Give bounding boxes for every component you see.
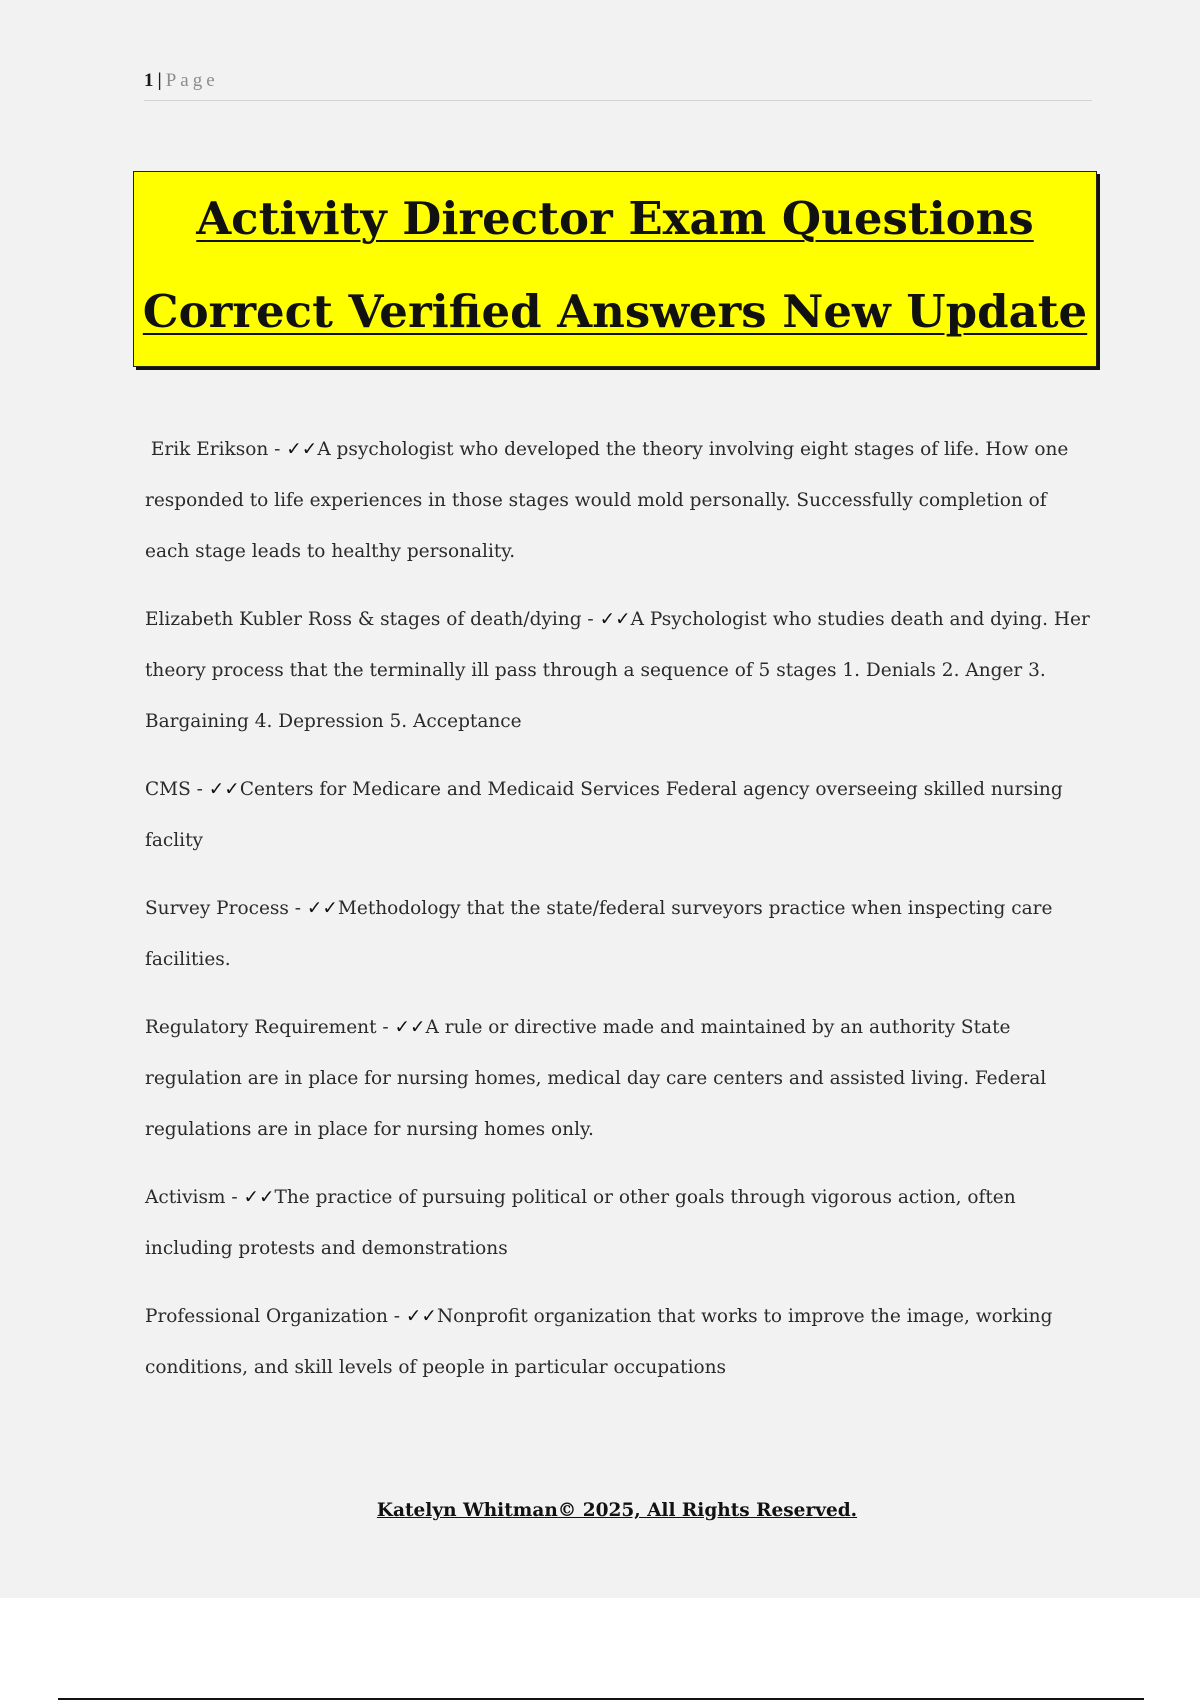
double-check-icon: ✓✓ [243, 1187, 275, 1208]
double-check-icon: ✓✓ [405, 1306, 437, 1327]
entry-definition: A psychologist who developed the theory involving eight stages of life. How one responded to life experiences in those stages would mold personally. Successfully completion of each stage leads to healthy personality. [145, 439, 1069, 562]
page-header-separator: | [157, 70, 162, 91]
title-line-2: Correct Verified Answers New Update [142, 285, 1088, 338]
qa-entry-professional-organization [145, 1291, 1095, 1393]
entry-definition: Centers for Medicare and Medicaid Services Federal agency overseeing skilled nursing faclity [145, 779, 1063, 851]
qa-entry-cms [145, 764, 1095, 866]
title-line-1: Activity Director Exam Questions [196, 192, 1034, 245]
title-box [133, 171, 1097, 367]
entry-term: Activism - [145, 1187, 244, 1208]
double-check-icon: ✓✓ [599, 609, 631, 630]
qa-entry-regulatory-requirement [145, 1002, 1095, 1155]
entry-term: CMS - [145, 779, 209, 800]
entry-definition: The practice of pursuing political or other goals through vigorous action, often including protests and demonstrations [145, 1187, 1016, 1259]
qa-entry-survey-process [145, 883, 1095, 985]
entry-definition: Nonprofit organization that works to improve the image, working conditions, and skill levels of people in particular occupations [145, 1306, 1053, 1378]
qa-entry-kubler-ross [145, 594, 1095, 747]
entry-term: Elizabeth Kubler Ross & stages of death/dying - [145, 609, 600, 630]
entry-term: Regulatory Requirement - [145, 1017, 395, 1038]
entry-term: Survey Process - [145, 898, 307, 919]
entry-term: Erik Erikson - [151, 439, 286, 460]
double-check-icon: ✓✓ [306, 898, 338, 919]
copyright-footer: Katelyn Whitman© 2025, All Rights Reserved. [376, 1500, 858, 1521]
double-check-icon: ✓✓ [208, 779, 240, 800]
double-check-icon: ✓✓ [286, 439, 318, 460]
entry-definition: A rule or directive made and maintained by an authority State regulation are in place for nursing homes, medical day care centers and assisted living. Federal regulations are in place for nursing homes only. [145, 1017, 1047, 1140]
page-label: Page [165, 70, 219, 91]
qa-list [145, 424, 1095, 1410]
entry-definition: A Psychologist who studies death and dying. Her theory process that the terminally ill pass through a sequence of 5 stages 1. Denials 2. Anger 3. Bargaining 4. Depression 5. Acceptance [145, 609, 1090, 732]
qa-entry-erik-erikson [145, 424, 1095, 577]
qa-entry-activism [145, 1172, 1095, 1274]
entry-definition: Methodology that the state/federal surveyors practice when inspecting care facilities. [145, 898, 1053, 970]
double-check-icon: ✓✓ [394, 1017, 426, 1038]
entry-term: Professional Organization - [145, 1306, 406, 1327]
page-number: 1 [144, 70, 154, 91]
page-header [144, 70, 1092, 101]
